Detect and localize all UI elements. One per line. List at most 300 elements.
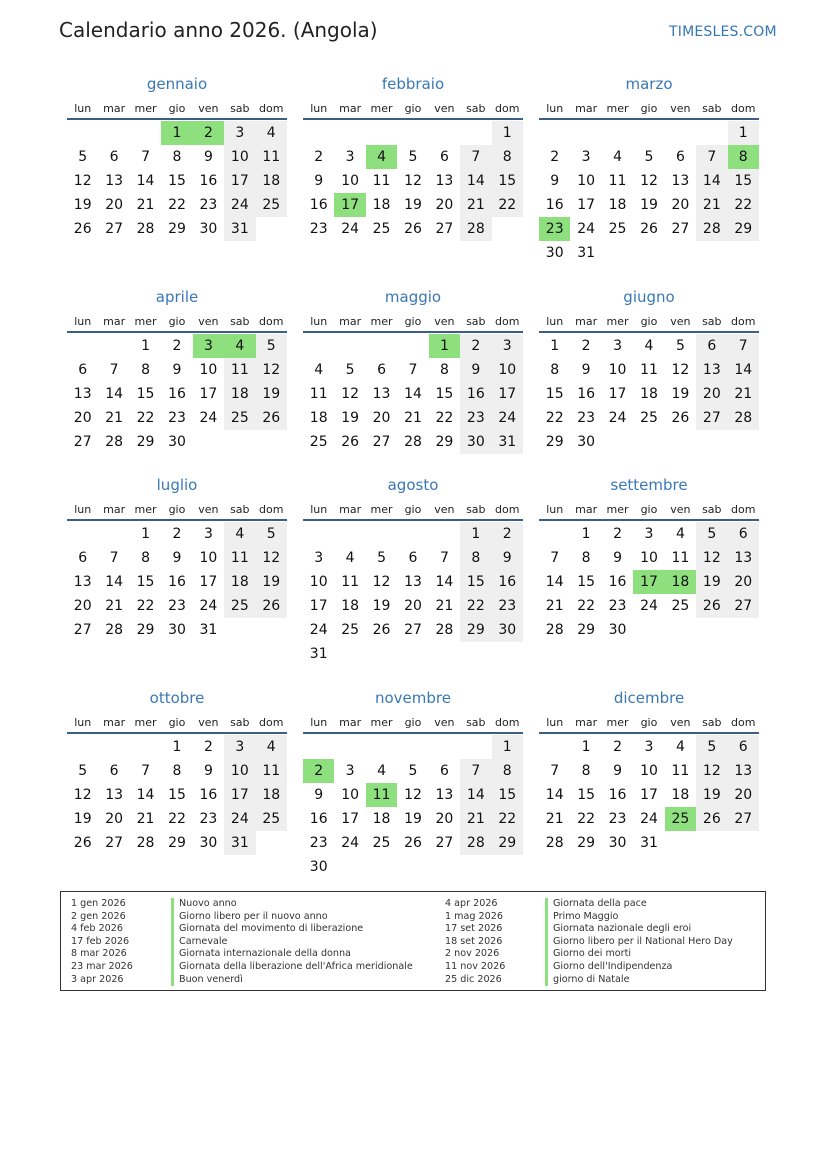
day-cell[interactable]: 19 (73, 197, 92, 213)
day-cell[interactable]: 9 (203, 763, 213, 779)
day-cell[interactable]: 8 (460, 546, 491, 570)
day-cell[interactable]: 18 (640, 386, 658, 402)
day-cell[interactable]: 20 (435, 811, 454, 827)
day-cell[interactable]: 12 (696, 546, 727, 570)
holiday-day-cell[interactable]: 11 (366, 783, 397, 807)
day-cell[interactable]: 1 (550, 338, 560, 354)
day-cell[interactable]: 28 (460, 831, 491, 855)
day-cell[interactable]: 7 (728, 334, 759, 358)
day-cell[interactable]: 19 (640, 197, 658, 213)
day-cell[interactable]: 18 (224, 382, 255, 406)
day-cell[interactable]: 18 (256, 169, 287, 193)
day-cell[interactable]: 19 (696, 783, 727, 807)
day-cell[interactable]: 28 (136, 221, 155, 237)
day-cell[interactable]: 16 (460, 382, 491, 406)
day-cell[interactable]: 2 (203, 739, 213, 755)
day-cell[interactable]: 23 (168, 598, 186, 614)
day-cell[interactable]: 20 (435, 197, 454, 213)
day-cell[interactable]: 27 (404, 622, 422, 638)
day-cell[interactable]: 25 (256, 193, 287, 217)
day-cell[interactable]: 22 (577, 811, 596, 827)
day-cell[interactable]: 26 (256, 594, 287, 618)
day-cell[interactable]: 9 (203, 149, 213, 165)
day-cell[interactable]: 13 (105, 787, 124, 803)
day-cell[interactable]: 12 (696, 759, 727, 783)
day-cell[interactable]: 19 (696, 570, 727, 594)
day-cell[interactable]: 27 (105, 221, 124, 237)
day-cell[interactable]: 29 (492, 831, 523, 855)
day-cell[interactable]: 22 (577, 598, 596, 614)
day-cell[interactable]: 11 (256, 145, 287, 169)
day-cell[interactable]: 13 (435, 173, 454, 189)
day-cell[interactable]: 6 (109, 763, 119, 779)
day-cell[interactable]: 3 (203, 526, 213, 542)
day-cell[interactable]: 23 (577, 410, 596, 426)
day-cell[interactable]: 10 (309, 574, 328, 590)
day-cell[interactable]: 24 (309, 622, 328, 638)
day-cell[interactable]: 27 (73, 434, 92, 450)
day-cell[interactable]: 3 (314, 550, 324, 566)
day-cell[interactable]: 5 (78, 763, 88, 779)
day-cell[interactable]: 23 (199, 197, 218, 213)
day-cell[interactable]: 2 (550, 149, 560, 165)
day-cell[interactable]: 14 (136, 173, 155, 189)
day-cell[interactable]: 11 (671, 763, 690, 779)
day-cell[interactable]: 8 (581, 550, 591, 566)
day-cell[interactable]: 15 (577, 787, 596, 803)
day-cell[interactable]: 12 (73, 173, 92, 189)
day-cell[interactable]: 29 (136, 434, 155, 450)
day-cell[interactable]: 6 (439, 763, 449, 779)
day-cell[interactable]: 24 (341, 835, 360, 851)
day-cell[interactable]: 7 (460, 759, 491, 783)
day-cell[interactable]: 5 (696, 522, 727, 546)
day-cell[interactable]: 16 (577, 386, 596, 402)
day-cell[interactable]: 28 (545, 622, 564, 638)
day-cell[interactable]: 31 (224, 831, 255, 855)
day-cell[interactable]: 22 (168, 197, 186, 213)
holiday-day-cell[interactable]: 17 (633, 570, 664, 594)
day-cell[interactable]: 14 (435, 574, 454, 590)
day-cell[interactable]: 13 (105, 173, 124, 189)
day-cell[interactable]: 5 (408, 763, 418, 779)
day-cell[interactable]: 16 (608, 787, 627, 803)
day-cell[interactable]: 12 (73, 787, 92, 803)
day-cell[interactable]: 28 (435, 622, 454, 638)
day-cell[interactable]: 14 (460, 783, 491, 807)
day-cell[interactable]: 15 (168, 173, 186, 189)
day-cell[interactable]: 23 (199, 811, 218, 827)
day-cell[interactable]: 29 (460, 618, 491, 642)
day-cell[interactable]: 28 (136, 835, 155, 851)
day-cell[interactable]: 24 (492, 406, 523, 430)
day-cell[interactable]: 29 (168, 221, 186, 237)
day-cell[interactable]: 11 (640, 362, 658, 378)
day-cell[interactable]: 25 (341, 622, 360, 638)
day-cell[interactable]: 15 (728, 169, 759, 193)
day-cell[interactable]: 27 (696, 406, 727, 430)
day-cell[interactable]: 20 (105, 197, 124, 213)
day-cell[interactable]: 12 (341, 386, 360, 402)
day-cell[interactable]: 9 (314, 787, 324, 803)
day-cell[interactable]: 15 (168, 787, 186, 803)
holiday-day-cell[interactable]: 17 (334, 193, 365, 217)
day-cell[interactable]: 13 (372, 386, 391, 402)
day-cell[interactable]: 18 (372, 811, 391, 827)
day-cell[interactable]: 12 (640, 173, 658, 189)
day-cell[interactable]: 3 (224, 121, 255, 145)
day-cell[interactable]: 24 (199, 410, 218, 426)
day-cell[interactable]: 1 (172, 739, 182, 755)
day-cell[interactable]: 30 (199, 221, 218, 237)
day-cell[interactable]: 19 (404, 811, 422, 827)
day-cell[interactable]: 30 (577, 434, 596, 450)
day-cell[interactable]: 3 (644, 526, 654, 542)
day-cell[interactable]: 11 (372, 173, 391, 189)
day-cell[interactable]: 27 (728, 594, 759, 618)
day-cell[interactable]: 8 (581, 763, 591, 779)
day-cell[interactable]: 16 (199, 173, 218, 189)
day-cell[interactable]: 11 (671, 550, 690, 566)
day-cell[interactable]: 15 (136, 386, 155, 402)
day-cell[interactable]: 14 (105, 574, 124, 590)
day-cell[interactable]: 26 (256, 406, 287, 430)
day-cell[interactable]: 3 (492, 334, 523, 358)
day-cell[interactable]: 11 (309, 386, 328, 402)
holiday-day-cell[interactable]: 3 (193, 334, 224, 358)
day-cell[interactable]: 3 (345, 149, 355, 165)
day-cell[interactable]: 29 (728, 217, 759, 241)
day-cell[interactable]: 30 (545, 245, 564, 261)
day-cell[interactable]: 2 (172, 338, 182, 354)
day-cell[interactable]: 26 (640, 221, 658, 237)
day-cell[interactable]: 3 (345, 763, 355, 779)
holiday-day-cell[interactable]: 4 (366, 145, 397, 169)
day-cell[interactable]: 4 (675, 739, 685, 755)
day-cell[interactable]: 20 (404, 598, 422, 614)
day-cell[interactable]: 7 (550, 763, 560, 779)
day-cell[interactable]: 7 (696, 145, 727, 169)
site-link[interactable]: TIMESLES.COM (669, 24, 777, 40)
day-cell[interactable]: 9 (613, 763, 623, 779)
day-cell[interactable]: 2 (460, 334, 491, 358)
day-cell[interactable]: 5 (675, 338, 685, 354)
day-cell[interactable]: 2 (172, 526, 182, 542)
day-cell[interactable]: 7 (141, 149, 151, 165)
day-cell[interactable]: 7 (550, 550, 560, 566)
day-cell[interactable]: 27 (435, 221, 454, 237)
day-cell[interactable]: 10 (640, 763, 658, 779)
holiday-day-cell[interactable]: 1 (429, 334, 460, 358)
holiday-day-cell[interactable]: 8 (728, 145, 759, 169)
day-cell[interactable]: 1 (141, 526, 151, 542)
day-cell[interactable]: 20 (696, 382, 727, 406)
day-cell[interactable]: 18 (671, 787, 690, 803)
day-cell[interactable]: 28 (404, 434, 422, 450)
day-cell[interactable]: 9 (460, 358, 491, 382)
day-cell[interactable]: 3 (613, 338, 623, 354)
day-cell[interactable]: 9 (314, 173, 324, 189)
day-cell[interactable]: 17 (577, 197, 596, 213)
day-cell[interactable]: 19 (671, 386, 690, 402)
day-cell[interactable]: 19 (404, 197, 422, 213)
day-cell[interactable]: 4 (675, 526, 685, 542)
day-cell[interactable]: 13 (404, 574, 422, 590)
day-cell[interactable]: 10 (341, 173, 360, 189)
day-cell[interactable]: 21 (136, 197, 155, 213)
day-cell[interactable]: 2 (613, 739, 623, 755)
day-cell[interactable]: 24 (224, 807, 255, 831)
day-cell[interactable]: 17 (640, 787, 658, 803)
day-cell[interactable]: 26 (404, 221, 422, 237)
day-cell[interactable]: 28 (105, 622, 124, 638)
day-cell[interactable]: 15 (545, 386, 564, 402)
day-cell[interactable]: 19 (256, 570, 287, 594)
day-cell[interactable]: 26 (404, 835, 422, 851)
day-cell[interactable]: 8 (492, 759, 523, 783)
day-cell[interactable]: 28 (105, 434, 124, 450)
day-cell[interactable]: 30 (608, 835, 627, 851)
day-cell[interactable]: 29 (136, 622, 155, 638)
day-cell[interactable]: 7 (460, 145, 491, 169)
day-cell[interactable]: 2 (613, 526, 623, 542)
day-cell[interactable]: 18 (341, 598, 360, 614)
day-cell[interactable]: 9 (581, 362, 591, 378)
day-cell[interactable]: 12 (256, 546, 287, 570)
day-cell[interactable]: 13 (73, 574, 92, 590)
day-cell[interactable]: 5 (256, 334, 287, 358)
day-cell[interactable]: 14 (404, 386, 422, 402)
day-cell[interactable]: 10 (608, 362, 627, 378)
day-cell[interactable]: 21 (728, 382, 759, 406)
day-cell[interactable]: 27 (73, 622, 92, 638)
holiday-day-cell[interactable]: 25 (665, 807, 696, 831)
day-cell[interactable]: 2 (581, 338, 591, 354)
day-cell[interactable]: 26 (73, 835, 92, 851)
day-cell[interactable]: 16 (168, 386, 186, 402)
day-cell[interactable]: 21 (696, 193, 727, 217)
day-cell[interactable]: 21 (105, 598, 124, 614)
day-cell[interactable]: 23 (492, 594, 523, 618)
day-cell[interactable]: 23 (460, 406, 491, 430)
day-cell[interactable]: 6 (675, 149, 685, 165)
day-cell[interactable]: 31 (199, 622, 218, 638)
day-cell[interactable]: 6 (728, 735, 759, 759)
day-cell[interactable]: 8 (172, 149, 182, 165)
day-cell[interactable]: 10 (640, 550, 658, 566)
day-cell[interactable]: 11 (256, 759, 287, 783)
day-cell[interactable]: 17 (341, 811, 360, 827)
day-cell[interactable]: 28 (728, 406, 759, 430)
day-cell[interactable]: 24 (640, 811, 658, 827)
day-cell[interactable]: 18 (309, 410, 328, 426)
day-cell[interactable]: 14 (460, 169, 491, 193)
day-cell[interactable]: 27 (105, 835, 124, 851)
day-cell[interactable]: 13 (671, 173, 690, 189)
day-cell[interactable]: 16 (199, 787, 218, 803)
day-cell[interactable]: 3 (224, 735, 255, 759)
day-cell[interactable]: 4 (314, 362, 324, 378)
day-cell[interactable]: 31 (224, 217, 255, 241)
day-cell[interactable]: 5 (644, 149, 654, 165)
day-cell[interactable]: 30 (492, 618, 523, 642)
day-cell[interactable]: 21 (105, 410, 124, 426)
day-cell[interactable]: 30 (460, 430, 491, 454)
day-cell[interactable]: 30 (199, 835, 218, 851)
day-cell[interactable]: 6 (78, 362, 88, 378)
holiday-day-cell[interactable]: 2 (193, 121, 224, 145)
day-cell[interactable]: 20 (372, 410, 391, 426)
day-cell[interactable]: 18 (608, 197, 627, 213)
day-cell[interactable]: 20 (73, 410, 92, 426)
day-cell[interactable]: 14 (728, 358, 759, 382)
day-cell[interactable]: 19 (341, 410, 360, 426)
day-cell[interactable]: 4 (256, 735, 287, 759)
holiday-day-cell[interactable]: 23 (539, 217, 570, 241)
day-cell[interactable]: 4 (644, 338, 654, 354)
day-cell[interactable]: 28 (460, 217, 491, 241)
day-cell[interactable]: 29 (577, 622, 596, 638)
day-cell[interactable]: 21 (435, 598, 454, 614)
day-cell[interactable]: 13 (728, 546, 759, 570)
day-cell[interactable]: 23 (608, 598, 627, 614)
day-cell[interactable]: 6 (696, 334, 727, 358)
day-cell[interactable]: 4 (613, 149, 623, 165)
day-cell[interactable]: 10 (199, 362, 218, 378)
day-cell[interactable]: 30 (168, 622, 186, 638)
day-cell[interactable]: 8 (172, 763, 182, 779)
day-cell[interactable]: 19 (372, 598, 391, 614)
holiday-day-cell[interactable]: 1 (161, 121, 192, 145)
day-cell[interactable]: 18 (372, 197, 391, 213)
day-cell[interactable]: 4 (377, 763, 387, 779)
day-cell[interactable]: 14 (545, 787, 564, 803)
day-cell[interactable]: 5 (696, 735, 727, 759)
day-cell[interactable]: 30 (608, 622, 627, 638)
day-cell[interactable]: 6 (408, 550, 418, 566)
day-cell[interactable]: 17 (199, 574, 218, 590)
day-cell[interactable]: 24 (608, 410, 627, 426)
day-cell[interactable]: 25 (671, 598, 690, 614)
day-cell[interactable]: 27 (728, 807, 759, 831)
day-cell[interactable]: 4 (345, 550, 355, 566)
day-cell[interactable]: 11 (608, 173, 627, 189)
day-cell[interactable]: 15 (577, 574, 596, 590)
day-cell[interactable]: 19 (73, 811, 92, 827)
day-cell[interactable]: 14 (105, 386, 124, 402)
day-cell[interactable]: 12 (404, 173, 422, 189)
day-cell[interactable]: 10 (341, 787, 360, 803)
day-cell[interactable]: 5 (377, 550, 387, 566)
day-cell[interactable]: 8 (439, 362, 449, 378)
day-cell[interactable]: 22 (545, 410, 564, 426)
day-cell[interactable]: 1 (141, 338, 151, 354)
day-cell[interactable]: 16 (309, 811, 328, 827)
day-cell[interactable]: 27 (372, 434, 391, 450)
day-cell[interactable]: 29 (545, 434, 564, 450)
day-cell[interactable]: 8 (550, 362, 560, 378)
day-cell[interactable]: 29 (168, 835, 186, 851)
day-cell[interactable]: 6 (109, 149, 119, 165)
day-cell[interactable]: 10 (492, 358, 523, 382)
day-cell[interactable]: 9 (492, 546, 523, 570)
holiday-day-cell[interactable]: 4 (224, 334, 255, 358)
day-cell[interactable]: 25 (256, 807, 287, 831)
day-cell[interactable]: 1 (581, 526, 591, 542)
day-cell[interactable]: 17 (309, 598, 328, 614)
day-cell[interactable]: 21 (404, 410, 422, 426)
day-cell[interactable]: 9 (172, 362, 182, 378)
day-cell[interactable]: 23 (309, 835, 328, 851)
day-cell[interactable]: 12 (372, 574, 391, 590)
day-cell[interactable]: 31 (577, 245, 596, 261)
day-cell[interactable]: 12 (404, 787, 422, 803)
day-cell[interactable]: 17 (492, 382, 523, 406)
day-cell[interactable]: 15 (460, 570, 491, 594)
day-cell[interactable]: 22 (168, 811, 186, 827)
day-cell[interactable]: 1 (460, 522, 491, 546)
day-cell[interactable]: 17 (608, 386, 627, 402)
day-cell[interactable]: 11 (224, 358, 255, 382)
day-cell[interactable]: 6 (439, 149, 449, 165)
day-cell[interactable]: 9 (172, 550, 182, 566)
day-cell[interactable]: 25 (309, 434, 328, 450)
day-cell[interactable]: 1 (728, 121, 759, 145)
day-cell[interactable]: 29 (577, 835, 596, 851)
day-cell[interactable]: 5 (256, 522, 287, 546)
day-cell[interactable]: 22 (492, 193, 523, 217)
day-cell[interactable]: 12 (671, 362, 690, 378)
day-cell[interactable]: 18 (256, 783, 287, 807)
day-cell[interactable]: 24 (199, 598, 218, 614)
day-cell[interactable]: 27 (435, 835, 454, 851)
day-cell[interactable]: 16 (545, 197, 564, 213)
day-cell[interactable]: 22 (728, 193, 759, 217)
day-cell[interactable]: 7 (141, 763, 151, 779)
day-cell[interactable]: 15 (435, 386, 454, 402)
day-cell[interactable]: 6 (78, 550, 88, 566)
day-cell[interactable]: 10 (199, 550, 218, 566)
day-cell[interactable]: 19 (256, 382, 287, 406)
day-cell[interactable]: 24 (341, 221, 360, 237)
day-cell[interactable]: 18 (224, 570, 255, 594)
day-cell[interactable]: 22 (492, 807, 523, 831)
day-cell[interactable]: 26 (73, 221, 92, 237)
day-cell[interactable]: 17 (199, 386, 218, 402)
day-cell[interactable]: 9 (550, 173, 560, 189)
day-cell[interactable]: 14 (545, 574, 564, 590)
day-cell[interactable]: 25 (372, 221, 391, 237)
day-cell[interactable]: 27 (671, 221, 690, 237)
day-cell[interactable]: 10 (224, 145, 255, 169)
day-cell[interactable]: 21 (545, 811, 564, 827)
day-cell[interactable]: 1 (492, 121, 523, 145)
day-cell[interactable]: 20 (671, 197, 690, 213)
day-cell[interactable]: 26 (671, 410, 690, 426)
day-cell[interactable]: 16 (168, 574, 186, 590)
day-cell[interactable]: 26 (341, 434, 360, 450)
day-cell[interactable]: 13 (73, 386, 92, 402)
day-cell[interactable]: 4 (224, 522, 255, 546)
day-cell[interactable]: 13 (696, 358, 727, 382)
day-cell[interactable]: 30 (168, 434, 186, 450)
day-cell[interactable]: 20 (105, 811, 124, 827)
day-cell[interactable]: 22 (136, 598, 155, 614)
day-cell[interactable]: 15 (136, 574, 155, 590)
day-cell[interactable]: 10 (577, 173, 596, 189)
day-cell[interactable]: 25 (224, 406, 255, 430)
day-cell[interactable]: 12 (256, 358, 287, 382)
